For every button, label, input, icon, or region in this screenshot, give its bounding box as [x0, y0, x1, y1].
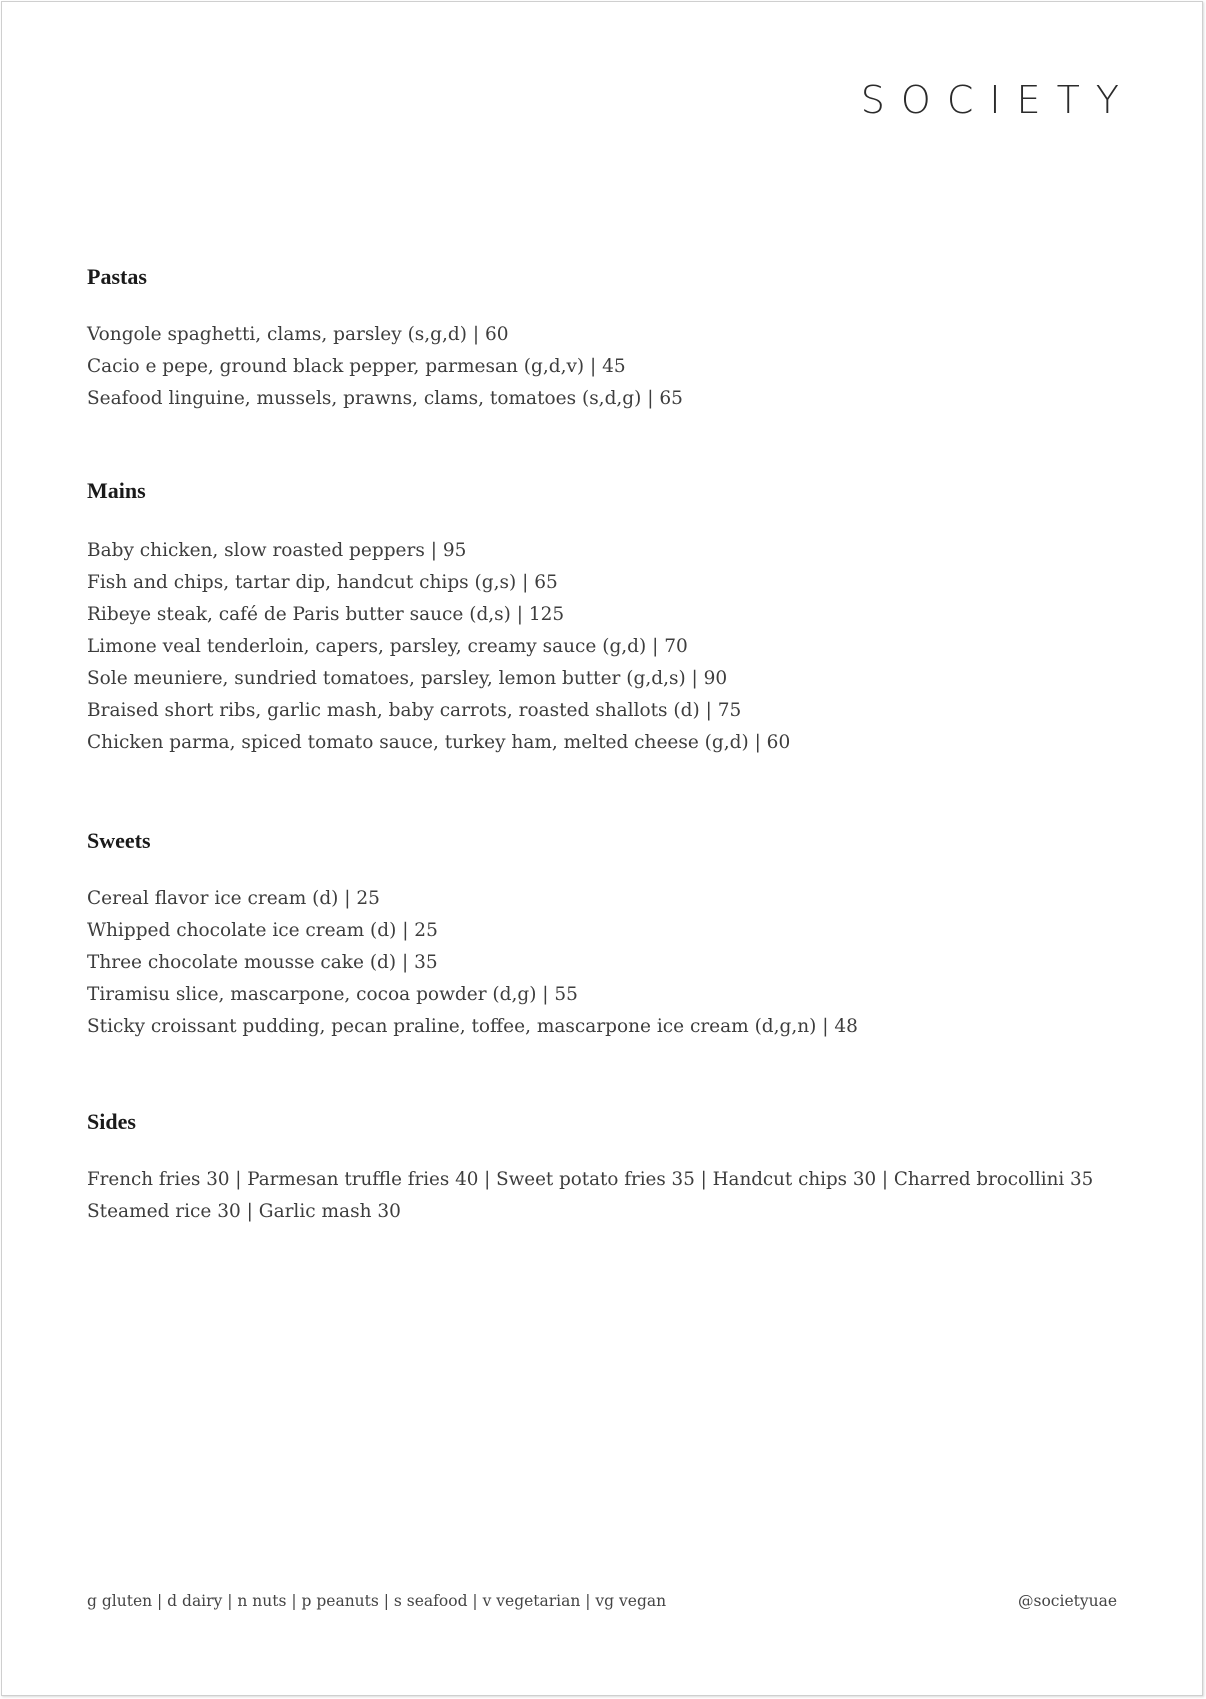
section-sides	[87, 1109, 1127, 1228]
section-mains	[87, 478, 1127, 759]
section-title: Mains	[87, 478, 146, 503]
menu-item: Braised short ribs, garlic mash, baby carrots, roasted shallots (d) | 75	[87, 700, 742, 721]
section-sweets	[87, 828, 1127, 1043]
menu-list	[87, 535, 1127, 759]
section-title: Sweets	[87, 828, 151, 853]
section-title: Sides	[87, 1109, 136, 1134]
menu-item: Vongole spaghetti, clams, parsley (s,g,d) | 60	[87, 324, 509, 345]
menu-item: Three chocolate mousse cake (d) | 35	[87, 952, 438, 973]
menu-item: Steamed rice 30 | Garlic mash 30	[87, 1201, 401, 1222]
menu-list	[87, 883, 1127, 1043]
menu-list	[87, 319, 1127, 415]
menu-item: Fish and chips, tartar dip, handcut chips (g,s) | 65	[87, 572, 558, 593]
menu-item: Chicken parma, spiced tomato sauce, turkey ham, melted cheese (g,d) | 60	[87, 732, 791, 753]
social-handle: @societyuae	[1018, 1592, 1117, 1610]
menu-item: Sole meuniere, sundried tomatoes, parsley, lemon butter (g,d,s) | 90	[87, 668, 728, 689]
menu-item: Ribeye steak, café de Paris butter sauce (d,s) | 125	[87, 604, 565, 625]
menu-item: Cacio e pepe, ground black pepper, parmesan (g,d,v) | 45	[87, 356, 626, 377]
menu-item: Baby chicken, slow roasted peppers | 95	[87, 540, 467, 561]
brand-logo: SOCIETY	[860, 78, 1135, 122]
section-pastas	[87, 264, 1127, 415]
menu-item: Cereal flavor ice cream (d) | 25	[87, 888, 380, 909]
menu-list	[87, 1164, 1127, 1228]
menu-item: Tiramisu slice, mascarpone, cocoa powder (d,g) | 55	[87, 984, 578, 1005]
section-title: Pastas	[87, 264, 147, 289]
menu-item: Limone veal tenderloin, capers, parsley, creamy sauce (g,d) | 70	[87, 636, 688, 657]
menu-item: Sticky croissant pudding, pecan praline, toffee, mascarpone ice cream (d,g,n) | 48	[87, 1016, 858, 1037]
menu-item: Seafood linguine, mussels, prawns, clams, tomatoes (s,d,g) | 65	[87, 388, 683, 409]
menu-item: French fries 30 | Parmesan truffle fries 40 | Sweet potato fries 35 | Handcut chips 30 | Charred brocollini 35	[87, 1169, 1094, 1190]
menu-item: Whipped chocolate ice cream (d) | 25	[87, 920, 438, 941]
allergen-legend: g gluten | d dairy | n nuts | p peanuts | s seafood | v vegetarian | vg vegan	[87, 1592, 667, 1610]
